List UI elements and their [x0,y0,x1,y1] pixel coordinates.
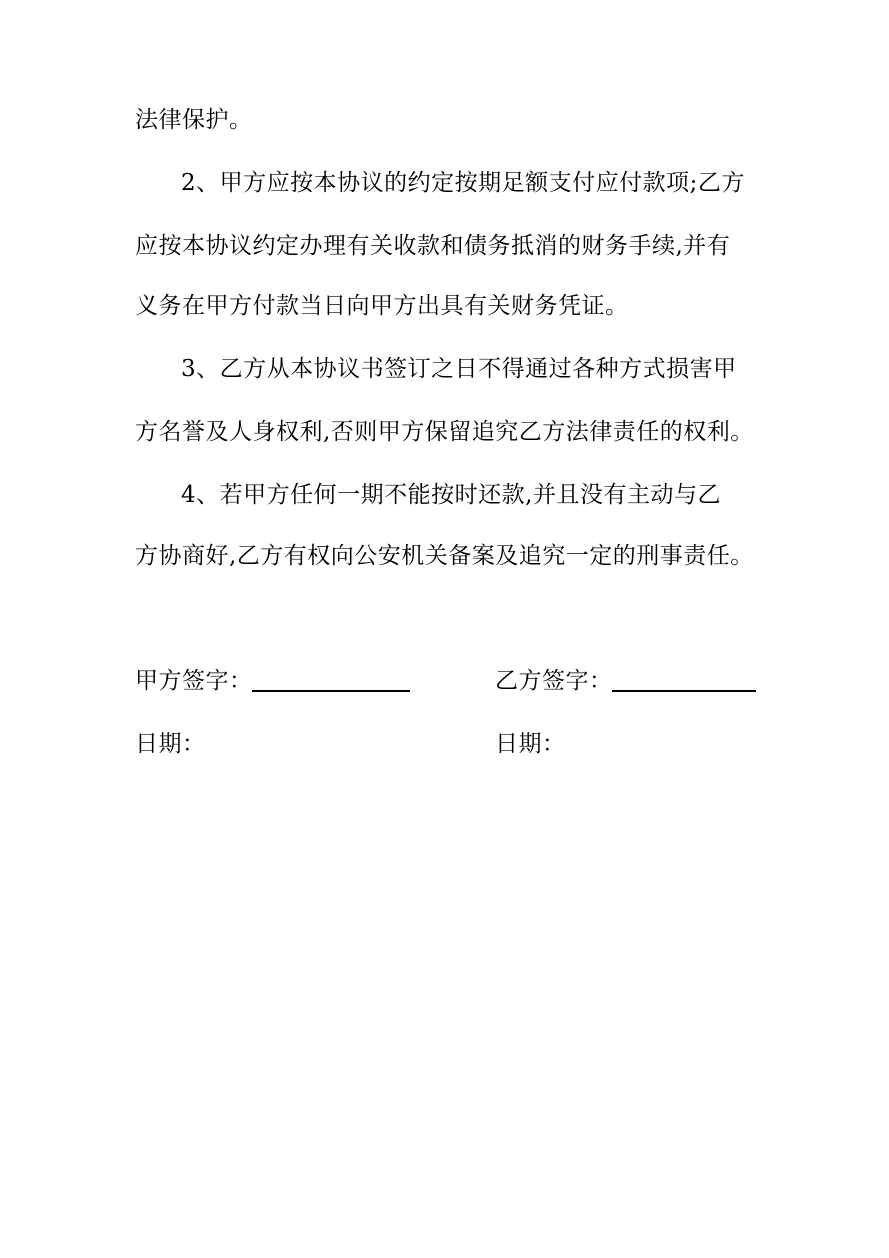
party-a-signature-label: 甲方签字： [135,668,253,694]
paragraph-3-line-2: 方名誉及人身权利,否则甲方保留追究乙方法律责任的权利。 [135,419,754,445]
party-b-signature-label: 乙方签字： [495,668,613,694]
paragraph-2-line-2: 应按本协议约定办理有关收款和债务抵消的财务手续,并有 [135,233,731,259]
paragraph-1-line-1: 法律保护。 [135,107,253,133]
party-b-date-label: 日期： [495,731,566,757]
paragraph-4-line-1: 4、若甲方任何一期不能按时还款,并且没有主动与乙 [181,482,721,508]
party-b-signature-line[interactable] [612,690,756,692]
paragraph-2-line-3: 义务在甲方付款当日向甲方出具有关财务凭证。 [135,293,629,319]
party-a-date-label: 日期： [135,731,206,757]
paragraph-3-line-1: 3、乙方从本协议书签订之日不得通过各种方式损害甲 [181,356,737,382]
party-a-signature-line[interactable] [252,690,410,692]
paragraph-4-line-2: 方协商好,乙方有权向公安机关备案及追究一定的刑事责任。 [135,543,754,569]
paragraph-2-line-1: 2、甲方应按本协议的约定按期足额支付应付款项;乙方 [181,170,745,196]
